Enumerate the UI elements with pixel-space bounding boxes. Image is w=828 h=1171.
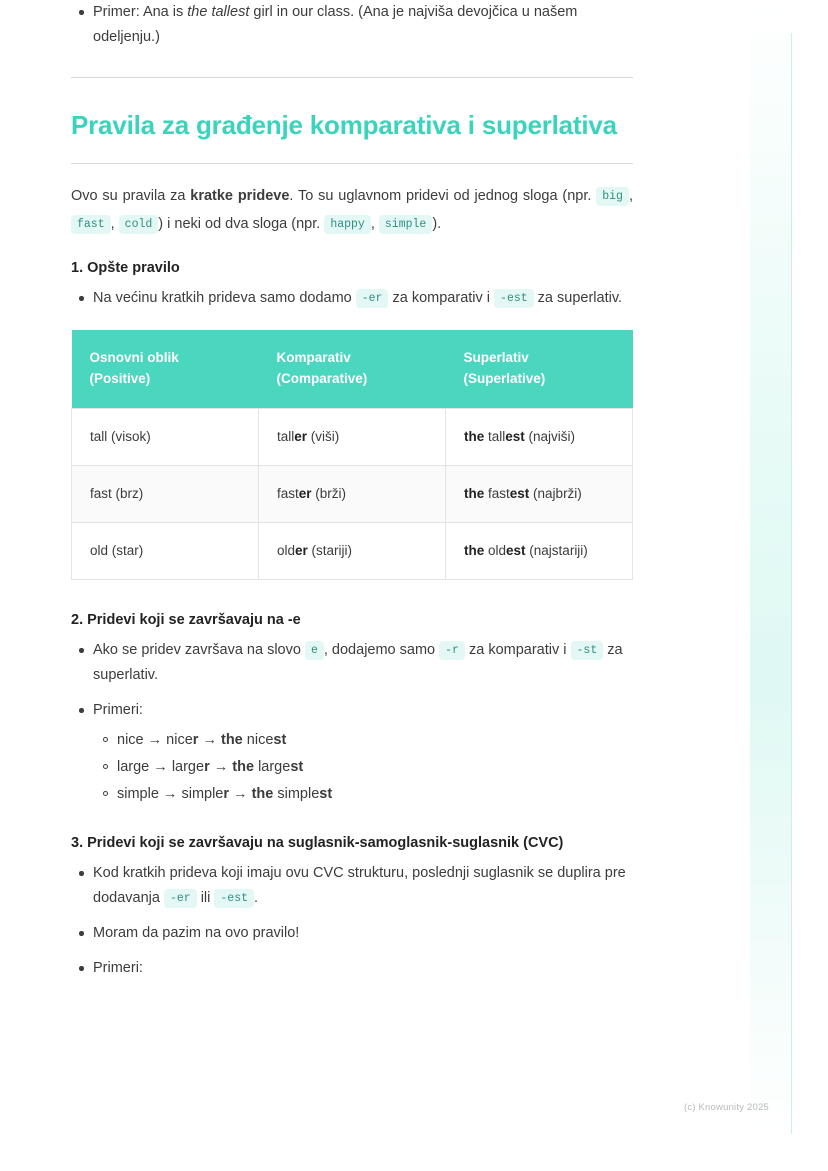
rule-2-heading: 2. Pridevi koji se završavaju na -e (71, 612, 301, 628)
rule-1-heading: 1. Opšte pravilo (71, 260, 180, 276)
cell-positive: fast (brz) (72, 466, 259, 523)
page-edge-rule (791, 33, 792, 1134)
example-arrow-1: → (143, 732, 167, 748)
page-title: Pravila za građenje komparativa i superlativa (71, 110, 617, 140)
page-edge-gradient (750, 0, 791, 1135)
code-chip-cold: cold (119, 215, 159, 234)
comp-stem: fast (277, 486, 299, 501)
rule2-text-3: za komparativ i (464, 642, 571, 658)
intro-text-4: ). (432, 216, 442, 232)
intro-bullet-text-rest: girl in our class. (Ana je najviša devojčica u našem odeljenju.) (93, 4, 578, 45)
cell-positive: old (star) (72, 523, 259, 580)
intro-bullet-italic: the tallest (187, 4, 250, 20)
example-arrow-1: → (149, 759, 172, 775)
intro-text-3: ) i neki od dva sloga (npr. (158, 216, 325, 232)
list-item (117, 781, 633, 808)
table-header-positive (72, 330, 259, 409)
sup-stem: tall (488, 429, 506, 444)
rule-3-heading: 3. Pridevi koji se završavaju na suglasnik-samoglasnik-suglasnik (CVC) (71, 835, 564, 851)
rule-2-bullet-list (71, 638, 633, 808)
rule2-text-2: , dodajemo samo (323, 642, 440, 658)
sup-stem: fast (488, 486, 510, 501)
example-sup-suffix: st (290, 759, 304, 775)
title-underline-rule (71, 163, 633, 164)
code-chip-fast: fast (71, 215, 111, 234)
code-chip-er: -er (164, 889, 197, 908)
table-header-superlative (446, 330, 633, 409)
intro-comma-2: , (110, 216, 115, 232)
list-item (117, 727, 633, 754)
header-positive-line1: Osnovni oblik (89, 350, 179, 365)
example-sup-lead: the (221, 732, 247, 748)
intro-text-2: . To su uglavnom pridevi od jednog sloga (npr. (289, 188, 597, 204)
code-chip-st: -st (571, 641, 604, 660)
header-positive-line2: (Positive) (89, 371, 151, 386)
intro-bullet-text-lead: Primer: Ana is (93, 4, 188, 20)
rule3-text-2: ili (196, 890, 215, 906)
sup-lead: the (464, 486, 489, 501)
comp-stem: old (277, 543, 296, 558)
comp-suffix: er (295, 543, 308, 558)
code-chip-er: -er (356, 289, 389, 308)
list-item (93, 286, 633, 311)
rule3-text-1: Kod kratkih prideva koji imaju ovu CVC strukturu, poslednji suglasnik se duplira pre dodavanja (93, 865, 626, 906)
example-arrow-2: → (198, 732, 221, 748)
header-superlative-line2: (Superlative) (463, 371, 546, 386)
table-row (72, 409, 633, 466)
list-item (93, 638, 633, 688)
table-row (72, 466, 633, 523)
code-chip-est: -est (214, 889, 254, 908)
footer-copyright: (c) Knowunity 2025 (684, 1102, 769, 1113)
rule-3-bullet-list (71, 861, 633, 981)
section-divider (71, 77, 633, 78)
rule-1-bullet-list (71, 286, 633, 311)
sup-suffix: est (505, 429, 525, 444)
cell-positive: tall (visok) (72, 409, 259, 466)
example-base: nice (117, 732, 144, 748)
sup-suffix: est (506, 543, 526, 558)
comp-suffix: er (298, 486, 312, 501)
code-chip-est: -est (494, 289, 534, 308)
header-superlative-line1: Superlativ (463, 350, 529, 365)
code-chip-r: -r (439, 641, 465, 660)
header-comparative-line2: (Comparative) (276, 371, 368, 386)
rule-2-examples-list (93, 727, 633, 808)
table-row (72, 523, 633, 580)
rule1-text-1: Na većinu kratkih prideva samo dodamo (93, 290, 356, 306)
example-arrow-2: → (229, 786, 252, 802)
example-sup-stem: simple (277, 786, 320, 802)
sup-stem: old (488, 543, 507, 558)
example-comp-stem: nice (166, 732, 193, 748)
cell-superlative (446, 466, 633, 523)
cell-superlative (446, 523, 633, 580)
intro-text-1: Ovo su pravila za (71, 188, 191, 204)
example-arrow-2: → (209, 759, 233, 775)
intro-bold: kratke prideve (190, 188, 290, 204)
sup-lead: the (464, 543, 489, 558)
table-header-row (72, 330, 633, 409)
example-base: simple (117, 786, 159, 802)
example-comp-suffix: r (192, 732, 199, 748)
cell-comparative (259, 409, 446, 466)
document-content (71, 0, 633, 983)
example-arrow-1: → (158, 786, 182, 802)
list-item (93, 861, 633, 911)
example-sup-suffix: st (273, 732, 287, 748)
intro-comma-3: , (370, 216, 375, 232)
comp-tail: (brži) (311, 486, 347, 501)
rule1-text-3: za superlativ. (533, 290, 623, 306)
table-header-comparative (259, 330, 446, 409)
rule2-text-1: Ako se pridev završava na slovo (93, 642, 305, 658)
rule2-text-4: za superlativ. (93, 642, 623, 683)
list-item (117, 754, 633, 781)
cell-comparative (259, 523, 446, 580)
sup-tail: (najstariji) (525, 543, 588, 558)
comparative-superlative-table (71, 330, 633, 580)
list-item (93, 698, 633, 808)
sup-lead: the (464, 429, 489, 444)
code-chip-simple: simple (379, 215, 432, 234)
rule1-text-2: za komparativ i (388, 290, 495, 306)
table-body (72, 409, 633, 580)
comp-stem: tall (277, 429, 295, 444)
example-sup-stem: large (258, 759, 291, 775)
sup-tail: (najbrži) (529, 486, 582, 501)
comp-tail: (viši) (307, 429, 340, 444)
intro-comma-1: , (628, 188, 633, 204)
example-comp-suffix: r (223, 786, 230, 802)
list-item: Primeri: (93, 956, 633, 981)
comp-suffix: er (294, 429, 308, 444)
cell-superlative (446, 409, 633, 466)
example-sup-lead: the (232, 759, 259, 775)
intro-bullet-list (71, 0, 633, 50)
example-sup-stem: nice (246, 732, 274, 748)
comp-tail: (stariji) (307, 543, 353, 558)
code-chip-e: e (305, 641, 324, 660)
example-base: large (117, 759, 150, 775)
header-comparative-line1: Komparativ (276, 350, 351, 365)
rule2-examples-label: Primeri: (93, 702, 143, 718)
list-item (93, 0, 633, 50)
sup-suffix: est (509, 486, 530, 501)
table-header (72, 330, 633, 409)
list-item: Moram da pazim na ovo pravilo! (93, 921, 633, 946)
example-sup-lead: the (251, 786, 278, 802)
example-comp-stem: large (171, 759, 205, 775)
code-chip-happy: happy (324, 215, 371, 234)
example-comp-stem: simple (181, 786, 224, 802)
example-comp-suffix: r (204, 759, 210, 775)
code-chip-big: big (596, 187, 629, 206)
sup-tail: (najviši) (524, 429, 576, 444)
example-sup-suffix: st (319, 786, 333, 802)
section-intro-paragraph (71, 182, 633, 238)
cell-comparative (259, 466, 446, 523)
rule3-text-3: . (254, 890, 259, 906)
